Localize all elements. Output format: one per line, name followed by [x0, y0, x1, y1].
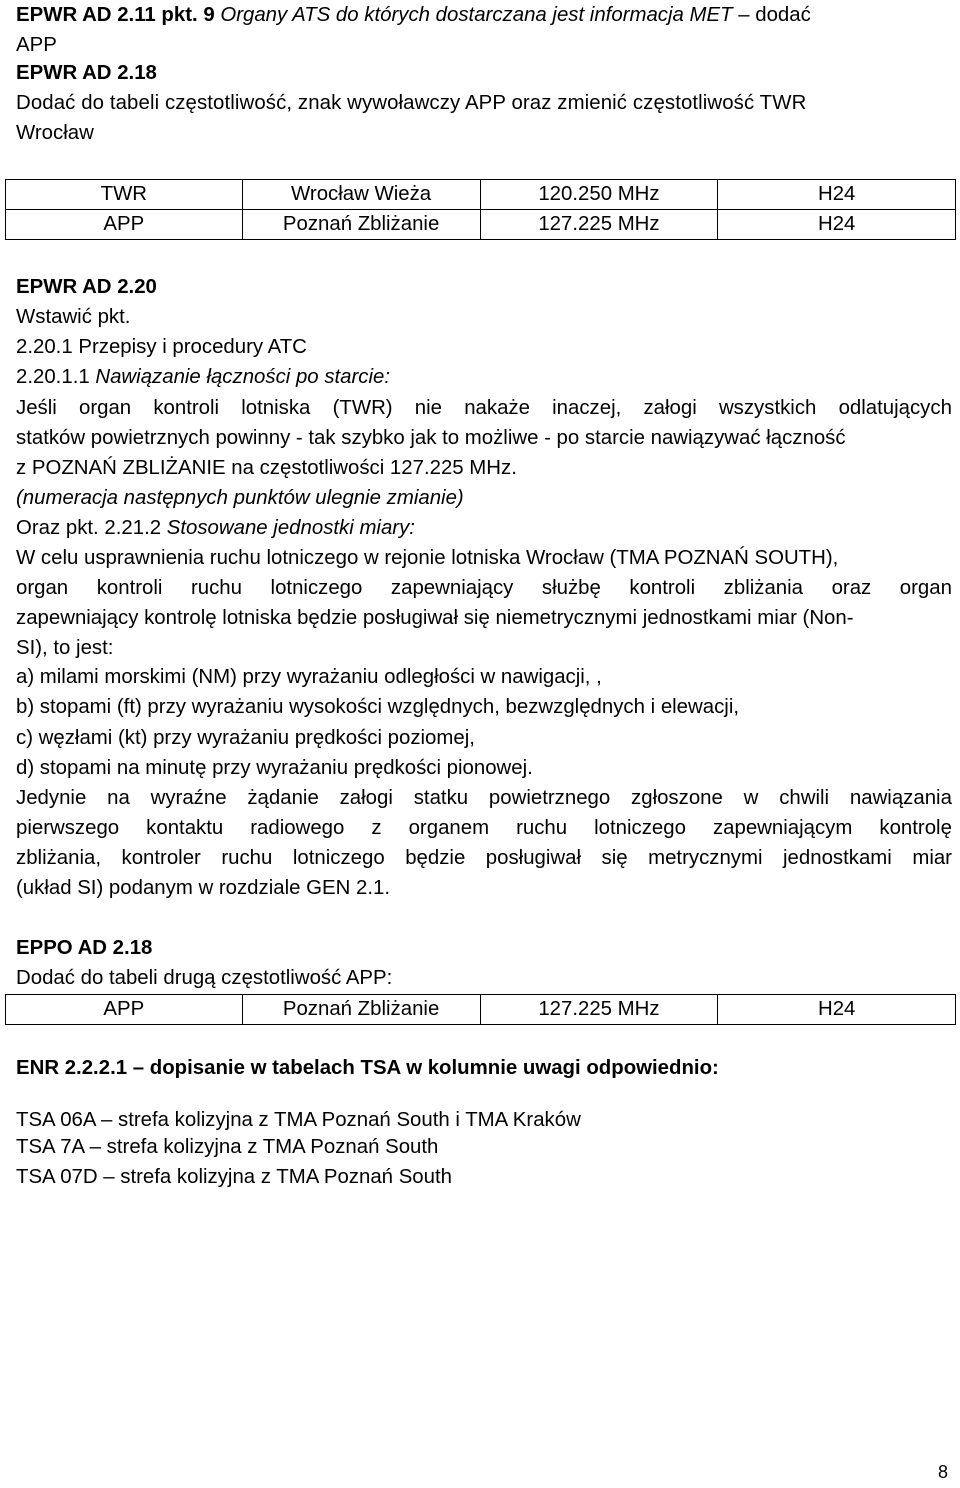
word: Jedynie: [16, 787, 87, 809]
table-row: [6, 180, 956, 210]
word: kontaktu: [146, 817, 224, 839]
word: inaczej,: [552, 397, 622, 419]
s3-u1: W celu usprawnienia ruchu lotniczego w rejonie lotniska Wrocław (TMA POZNAŃ SOUTH),: [16, 547, 839, 569]
table-cell: H24: [718, 210, 956, 240]
word: zapewniający: [390, 577, 514, 599]
table-cell: H24: [718, 180, 956, 210]
table-cell: 127.225 MHz: [480, 210, 718, 240]
s3-u4: SI), to jest:: [16, 637, 114, 659]
s5-tsa-06a: TSA 06A – strefa kolizyjna z TMA Poznań South i TMA Kraków: [16, 1109, 581, 1131]
s4-line1: Dodać do tabeli drugą częstotliwość APP:: [16, 967, 393, 989]
word: służbę: [541, 577, 601, 599]
word: odlatujących: [838, 397, 952, 419]
table-cell: Poznań Zbliżanie: [242, 995, 480, 1025]
word: pierwszego: [16, 817, 120, 839]
s3-sub-title: Nawiązanie łączności po starcie:: [89, 366, 391, 388]
word: wszystkich: [718, 397, 817, 419]
s1-heading-rest: – dodać: [732, 4, 811, 26]
s5-tsa-07d: TSA 07D – strefa kolizyjna z TMA Poznań South: [16, 1166, 452, 1188]
word: kontroli: [629, 577, 696, 599]
table-cell: APP: [6, 210, 243, 240]
page-number: 8: [937, 1462, 948, 1482]
word: się: [601, 847, 628, 869]
s3-p3: z POZNAŃ ZBLIŻANIE na częstotliwości 127.225 MHz.: [16, 457, 517, 479]
word: ruchu: [516, 817, 568, 839]
s3-line1: Wstawić pkt.: [16, 306, 131, 328]
word: zgłoszone: [631, 787, 723, 809]
word: kontroli: [153, 397, 220, 419]
word: metrycznymi: [648, 847, 763, 869]
word: lotniska: [241, 397, 311, 419]
word: organ: [16, 577, 69, 599]
word: kontroli: [96, 577, 163, 599]
s2-line1: Dodać do tabeli częstotliwość, znak wywoławczy APP oraz zmienić częstotliwość TWR: [16, 92, 807, 114]
s1-heading-bold: EPWR AD 2.11 pkt. 9: [16, 4, 215, 26]
s3-list-d: d) stopami na minutę przy wyrażaniu prędkości pionowej.: [16, 757, 533, 779]
word: wyraźne: [150, 787, 227, 809]
table-cell: 120.250 MHz: [480, 180, 718, 210]
s3-also-title: Stosowane jednostki miary:: [161, 517, 415, 539]
s4-heading: EPPO AD 2.18: [16, 937, 153, 959]
s3-note: (numeracja następnych punktów ulegnie zmianie): [16, 487, 464, 509]
s3-j2: [16, 813, 952, 843]
word: nawiązania: [849, 787, 952, 809]
word: nie: [414, 397, 442, 419]
word: kontroler: [121, 847, 201, 869]
s5-tsa-7a: TSA 7A – strefa kolizyjna z TMA Poznań South: [16, 1136, 439, 1158]
word: statku: [413, 787, 469, 809]
word: lotniczego: [594, 817, 686, 839]
word: jednostkami: [783, 847, 892, 869]
word: nakaże: [464, 397, 530, 419]
word: zapewniającym: [712, 817, 853, 839]
s3-subheading: [16, 362, 952, 392]
s3-p2: statków powietrznych powinny - tak szybko jak to możliwe - po starcie nawiązywać łączność: [16, 427, 846, 449]
word: organem: [408, 817, 490, 839]
table-cell: Poznań Zbliżanie: [242, 210, 480, 240]
s1-heading: [16, 0, 952, 30]
word: kontrolę: [879, 817, 952, 839]
table-row: [6, 210, 956, 240]
s2-line2: Wrocław: [16, 122, 94, 144]
s3-j1: [16, 783, 952, 813]
word: chwili: [779, 787, 830, 809]
word: radiowego: [250, 817, 345, 839]
word: oraz: [831, 577, 872, 599]
word: lotniczego: [270, 577, 363, 599]
word: załogi: [643, 397, 697, 419]
word: zbliżania: [723, 577, 804, 599]
word: lotniczego: [292, 847, 385, 869]
s3-u2: [16, 573, 952, 603]
s5-heading: ENR 2.2.2.1 – dopisanie w tabelach TSA w kolumnie uwagi odpowiednio:: [16, 1057, 719, 1079]
s3-also-number: Oraz pkt. 2.21.2: [16, 517, 162, 539]
word: ruchu: [221, 847, 273, 869]
word: na: [107, 787, 130, 809]
word: miar: [912, 847, 952, 869]
table-cell: APP: [6, 995, 243, 1025]
s3-p1: [16, 393, 952, 423]
table-cell: Wrocław Wieża: [242, 180, 480, 210]
table-row: [6, 995, 956, 1025]
s3-list-a: a) milami morskimi (NM) przy wyrażaniu odległości w nawigacji, ,: [16, 666, 602, 688]
s3-list-c: c) węzłami (kt) przy wyrażaniu prędkości poziomej,: [16, 727, 475, 749]
s3-u3: zapewniający kontrolę lotniska będzie posługiwał się niemetrycznymi jednostkami miar (Non-: [16, 607, 854, 629]
s3-j4: (układ SI) podanym w rozdziale GEN 2.1.: [16, 877, 390, 899]
word: załogi: [339, 787, 393, 809]
word: z: [371, 817, 382, 839]
s3-j3: [16, 843, 952, 873]
word: organ: [899, 577, 952, 599]
s3-also: [16, 513, 952, 543]
s1-heading-italic: Organy ATS do których dostarczana jest informacja MET: [214, 4, 733, 26]
word: ruchu: [190, 577, 242, 599]
word: organ: [78, 397, 132, 419]
s3-sub-number: 2.20.1.1: [16, 366, 90, 388]
word: Jeśli: [16, 397, 57, 419]
word: w: [743, 787, 759, 809]
s1-heading-cont: APP: [16, 34, 57, 56]
s3-heading: EPWR AD 2.20: [16, 276, 157, 298]
s3-list-b: b) stopami (ft) przy wyrażaniu wysokości względnych, bezwzględnych i elewacji,: [16, 696, 740, 718]
word: posługiwał: [485, 847, 582, 869]
word: żądanie: [247, 787, 319, 809]
s2-heading: EPWR AD 2.18: [16, 62, 157, 84]
s3-line2: 2.20.1 Przepisy i procedury ATC: [16, 336, 307, 358]
word: będzie: [405, 847, 466, 869]
word: powietrznego: [488, 787, 611, 809]
table-cell: TWR: [6, 180, 243, 210]
word: (TWR): [332, 397, 393, 419]
s2-frequency-table: [5, 179, 956, 240]
table-cell: 127.225 MHz: [480, 995, 718, 1025]
s4-frequency-table: [5, 994, 956, 1025]
table-cell: H24: [718, 995, 956, 1025]
word: zbliżania,: [16, 847, 102, 869]
